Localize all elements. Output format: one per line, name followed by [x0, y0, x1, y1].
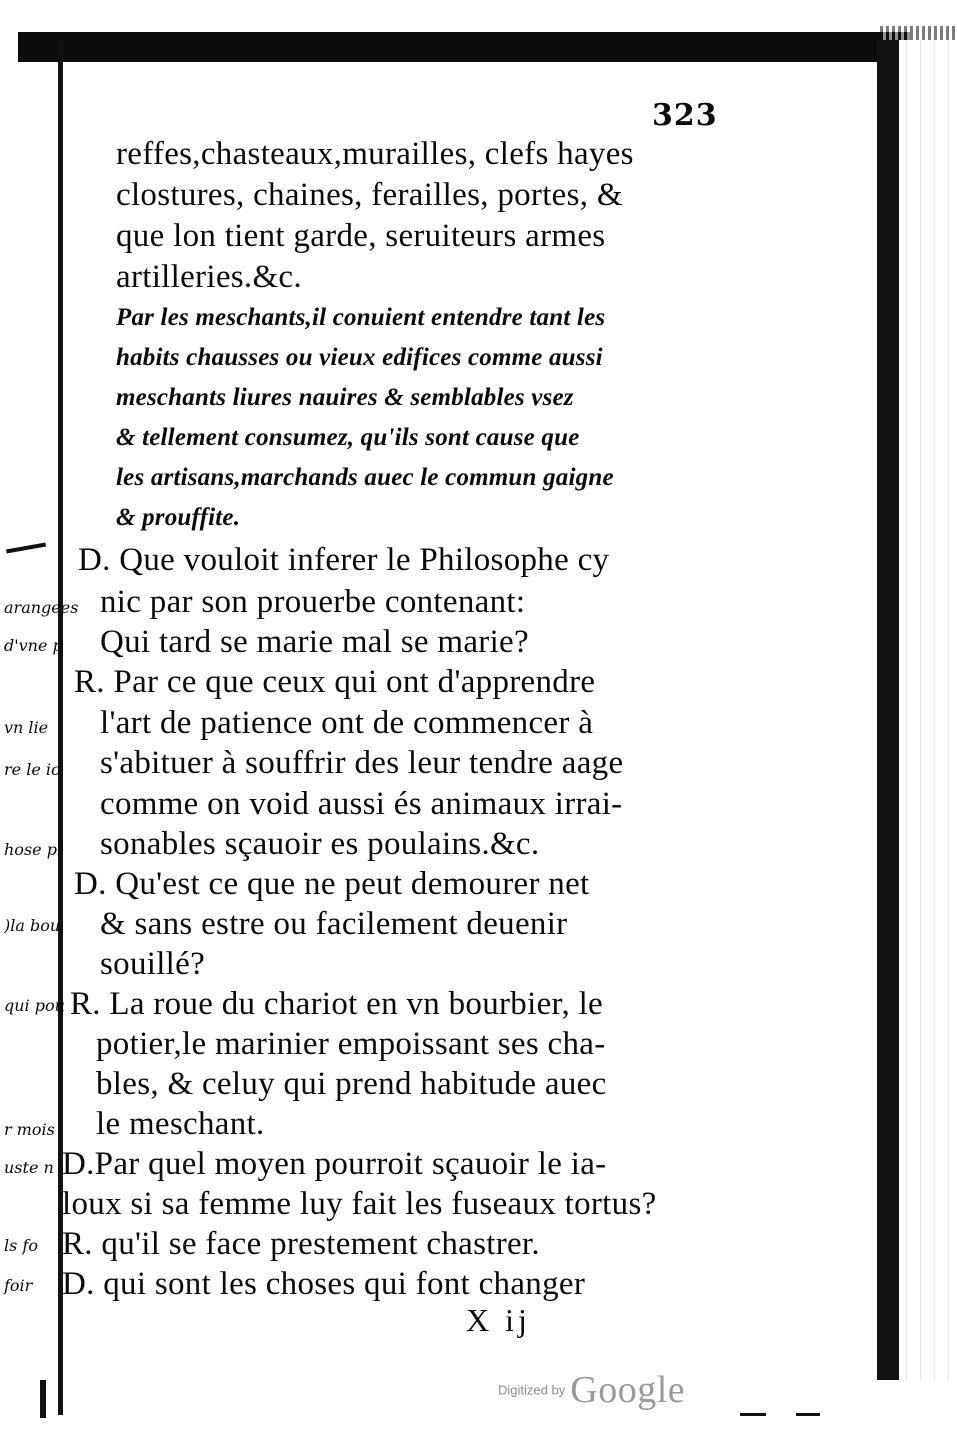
text-line: D. qui sont les choses qui font changer — [62, 1266, 586, 1302]
margin-note: uste n — [4, 1158, 54, 1177]
text-line: habits chausses ou vieux edifices comme aussi — [116, 344, 603, 371]
text-line: & sans estre ou facilement deuenir — [100, 906, 568, 942]
margin-note: hose pl — [4, 840, 63, 859]
binding-shadow — [877, 40, 899, 1380]
margin-note: vn lie — [4, 718, 49, 737]
text-line: D. Que vouloit inferer le Philosophe cy — [78, 542, 610, 578]
text-line: artilleries.&c. — [116, 259, 302, 295]
text-line: nic par son prouerbe contenant: — [100, 584, 526, 620]
digitized-watermark — [498, 1368, 685, 1412]
text-line: que lon tient garde, seruiteurs armes — [116, 218, 606, 254]
margin-note: ls fo — [4, 1236, 38, 1255]
text-line: bles, & celuy qui prend habitude auec — [96, 1066, 607, 1102]
text-line: & prouffite. — [116, 504, 241, 531]
margin-note: re le ic — [4, 760, 60, 779]
margin-notes — [0, 0, 79, 1448]
text-line: D.Par quel moyen pourroit sçauoir le ia- — [62, 1146, 607, 1182]
text-line: meschants liures nauires & semblables vsez — [116, 384, 574, 411]
text-line: R. La roue du chariot en vn bourbier, le — [70, 986, 604, 1022]
margin-note: foir — [4, 1276, 33, 1295]
margin-dash — [6, 543, 46, 554]
text-line: les artisans,marchands auec le commun gaigne — [116, 464, 614, 491]
margin-note: r mois — [4, 1120, 55, 1139]
text-line: souillé? — [100, 946, 206, 982]
signature-mark: X ij — [466, 1302, 531, 1338]
text-line: comme on void aussi és animaux irrai- — [100, 786, 623, 822]
text-line: s'abituer à souffrir des leur tendre aage — [100, 745, 624, 781]
bottom-mark — [740, 1413, 766, 1416]
text-line: D. Qu'est ce que ne peut demourer net — [74, 866, 590, 902]
watermark-prefix: Digitized by — [498, 1382, 566, 1398]
bottom-mark — [796, 1413, 820, 1416]
watermark-brand: Google — [570, 1369, 686, 1411]
text-line: l'art de patience ont de commencer à — [100, 705, 594, 741]
text-line: le meschant. — [96, 1106, 265, 1142]
facing-page-edge — [899, 40, 957, 1380]
text-line: clostures, chaines, ferailles, portes, & — [116, 177, 623, 213]
text-line: Qui tard se marie mal se marie? — [100, 624, 529, 660]
text-line: potier,le marinier empoissant ses cha- — [96, 1026, 606, 1062]
text-line: sonables sçauoir es poulains.&c. — [100, 826, 540, 862]
margin-note: d'vne p — [4, 636, 63, 655]
margin-note: arangees — [4, 598, 79, 617]
text-line: reffes,chasteaux,murailles, clefs hayes — [116, 136, 634, 172]
text-line: & tellement consumez, qu'ils sont cause que — [116, 424, 580, 451]
text-line: R. qu'il se face prestement chastrer. — [62, 1226, 540, 1262]
text-line: loux si sa femme luy fait les fuseaux tortus? — [62, 1186, 657, 1222]
text-line: R. Par ce que ceux qui ont d'apprendre — [74, 664, 596, 700]
page-number: 323 — [652, 98, 718, 133]
page-top-edge — [18, 32, 910, 62]
margin-note: )la bou — [4, 916, 61, 935]
text-line: Par les meschants,il conuient entendre tant les — [116, 304, 606, 331]
margin-note: qui pou — [4, 996, 65, 1015]
